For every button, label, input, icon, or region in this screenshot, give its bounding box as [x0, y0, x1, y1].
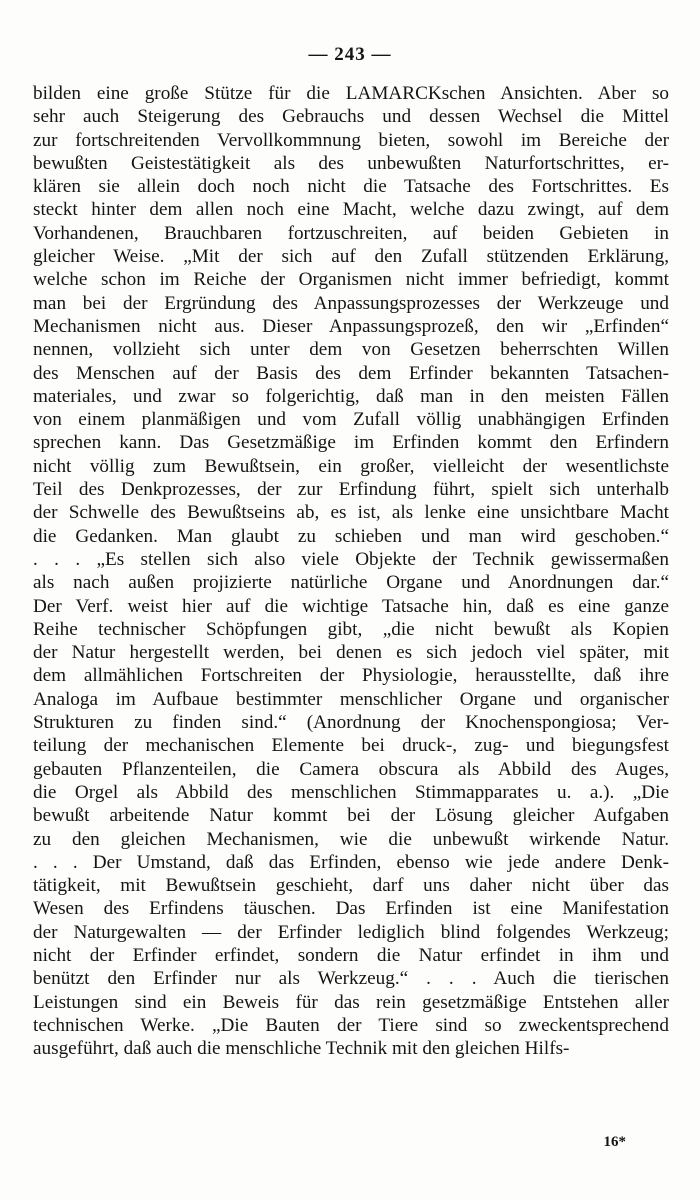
text-line: materiales, und zwar so folgerichtig, daß man in den meisten Fällen	[33, 385, 669, 407]
text-line: dem allmählichen Fortschreiten der Physiologie, herausstellte, daß ihre	[33, 665, 669, 687]
text-line: technischen Werke. „Die Bauten der Tiere sind so zweckentsprechend	[33, 1014, 669, 1036]
text-line: Leistungen sind ein Beweis für das rein gesetzmäßige Entstehen aller	[33, 991, 669, 1013]
page-number: — 243 —	[308, 44, 392, 65]
text-line: die Orgel als Abbild des menschlichen Stimmapparates u. a.). „Die	[33, 781, 669, 803]
text-line: Wesen des Erfindens täuschen. Das Erfinden ist eine Manifestation	[33, 898, 669, 920]
text-line: sprechen kann. Das Gesetzmäßige im Erfinden kommt den Erfindern	[33, 432, 669, 454]
text-line: Reihe technischer Schöpfungen gibt, „die nicht bewußt als Kopien	[33, 618, 669, 640]
text-line: bewußt arbeitende Natur kommt bei der Lösung gleicher Aufgaben	[33, 805, 669, 827]
text-line: . . . Der Umstand, daß das Erfinden, ebenso wie jede andere Denk-	[33, 851, 669, 873]
text-line: steckt hinter dem allen noch eine Macht, welche dazu zwingt, auf dem	[33, 199, 669, 221]
text-line: der Schwelle des Bewußtseins ab, es ist, als lenke eine unsichtbare Macht	[33, 502, 669, 524]
signature-mark: 16*	[603, 1134, 626, 1150]
body-text	[33, 82, 669, 1060]
text-line: nicht der Erfinder erfindet, sondern die Natur erfindet in ihm und	[33, 944, 669, 966]
text-line: . . . „Es stellen sich also viele Objekte der Technik gewissermaßen	[33, 548, 669, 570]
text-line: tätigkeit, mit Bewußtsein geschieht, darf uns daher nicht über das	[33, 875, 669, 897]
text-line: Mechanismen nicht aus. Dieser Anpassungsprozeß, den wir „Erfinden“	[33, 315, 669, 337]
text-line: der Naturgewalten — der Erfinder lediglich blind folgendes Werkzeug;	[33, 921, 669, 943]
text-line: ausgeführt, daß auch die menschliche Technik mit den gleichen Hilfs-	[33, 1038, 570, 1060]
text-line: klären sie allein doch noch nicht die Tatsache des Fortschrittes. Es	[33, 176, 669, 198]
text-line: Analoga im Aufbaue bestimmter menschlicher Organe und organischer	[33, 688, 669, 710]
text-line: Vorhandenen, Brauchbaren fortzuschreiten, auf beiden Gebieten in	[33, 222, 669, 244]
text-line: gleicher Weise. „Mit der sich auf den Zufall stützenden Erklärung,	[33, 246, 669, 268]
text-line: bewußten Geistestätigkeit als des unbewußten Naturfortschrittes, er-	[33, 152, 669, 174]
text-line: zur fortschreitenden Vervollkommnung bieten, sowohl im Bereiche der	[33, 129, 669, 151]
text-line: als nach außen projizierte natürliche Organe und Anordnungen dar.“	[33, 572, 669, 594]
text-line: nennen, vollzieht sich unter dem von Gesetzen beherrschten Willen	[33, 339, 669, 361]
text-line: der Natur hergestellt werden, bei denen es sich jedoch viel später, mit	[33, 642, 669, 664]
text-line: welche schon im Reiche der Organismen nicht immer befriedigt, kommt	[33, 269, 669, 291]
text-line: des Menschen auf der Basis des dem Erfinder bekannten Tatsachen-	[33, 362, 669, 384]
text-line: nicht völlig zum Bewußtsein, ein großer, vielleicht der wesentlichste	[33, 455, 669, 477]
text-line: sehr auch Steigerung des Gebrauchs und dessen Wechsel die Mittel	[33, 106, 669, 128]
text-line: gebauten Pflanzenteilen, die Camera obscura als Abbild des Auges,	[33, 758, 669, 780]
text-line: zu den gleichen Mechanismen, wie die unbewußt wirkende Natur.	[33, 828, 669, 850]
text-line: bilden eine große Stütze für die LAMARCKschen Ansichten. Aber so	[33, 83, 669, 104]
text-line: von einem planmäßigen und vom Zufall völlig unabhängigen Erfinden	[33, 409, 669, 431]
text-line: Strukturen zu finden sind.“ (Anordnung der Knochenspongiosa; Ver-	[33, 712, 669, 734]
text-line: benützt den Erfinder nur als Werkzeug.“ . . . Auch die tierischen	[33, 968, 669, 990]
text-line: die Gedanken. Man glaubt zu schieben und man wird geschoben.“	[33, 525, 669, 547]
text-line: Teil des Denkprozesses, der zur Erfindung führt, spielt sich unterhalb	[33, 479, 669, 501]
text-line: Der Verf. weist hier auf die wichtige Tatsache hin, daß es eine ganze	[33, 595, 669, 617]
text-line: teilung der mechanischen Elemente bei druck-, zug- und biegungsfest	[33, 735, 669, 757]
text-line: man bei der Ergründung des Anpassungsprozesses der Werkzeuge und	[33, 292, 669, 314]
